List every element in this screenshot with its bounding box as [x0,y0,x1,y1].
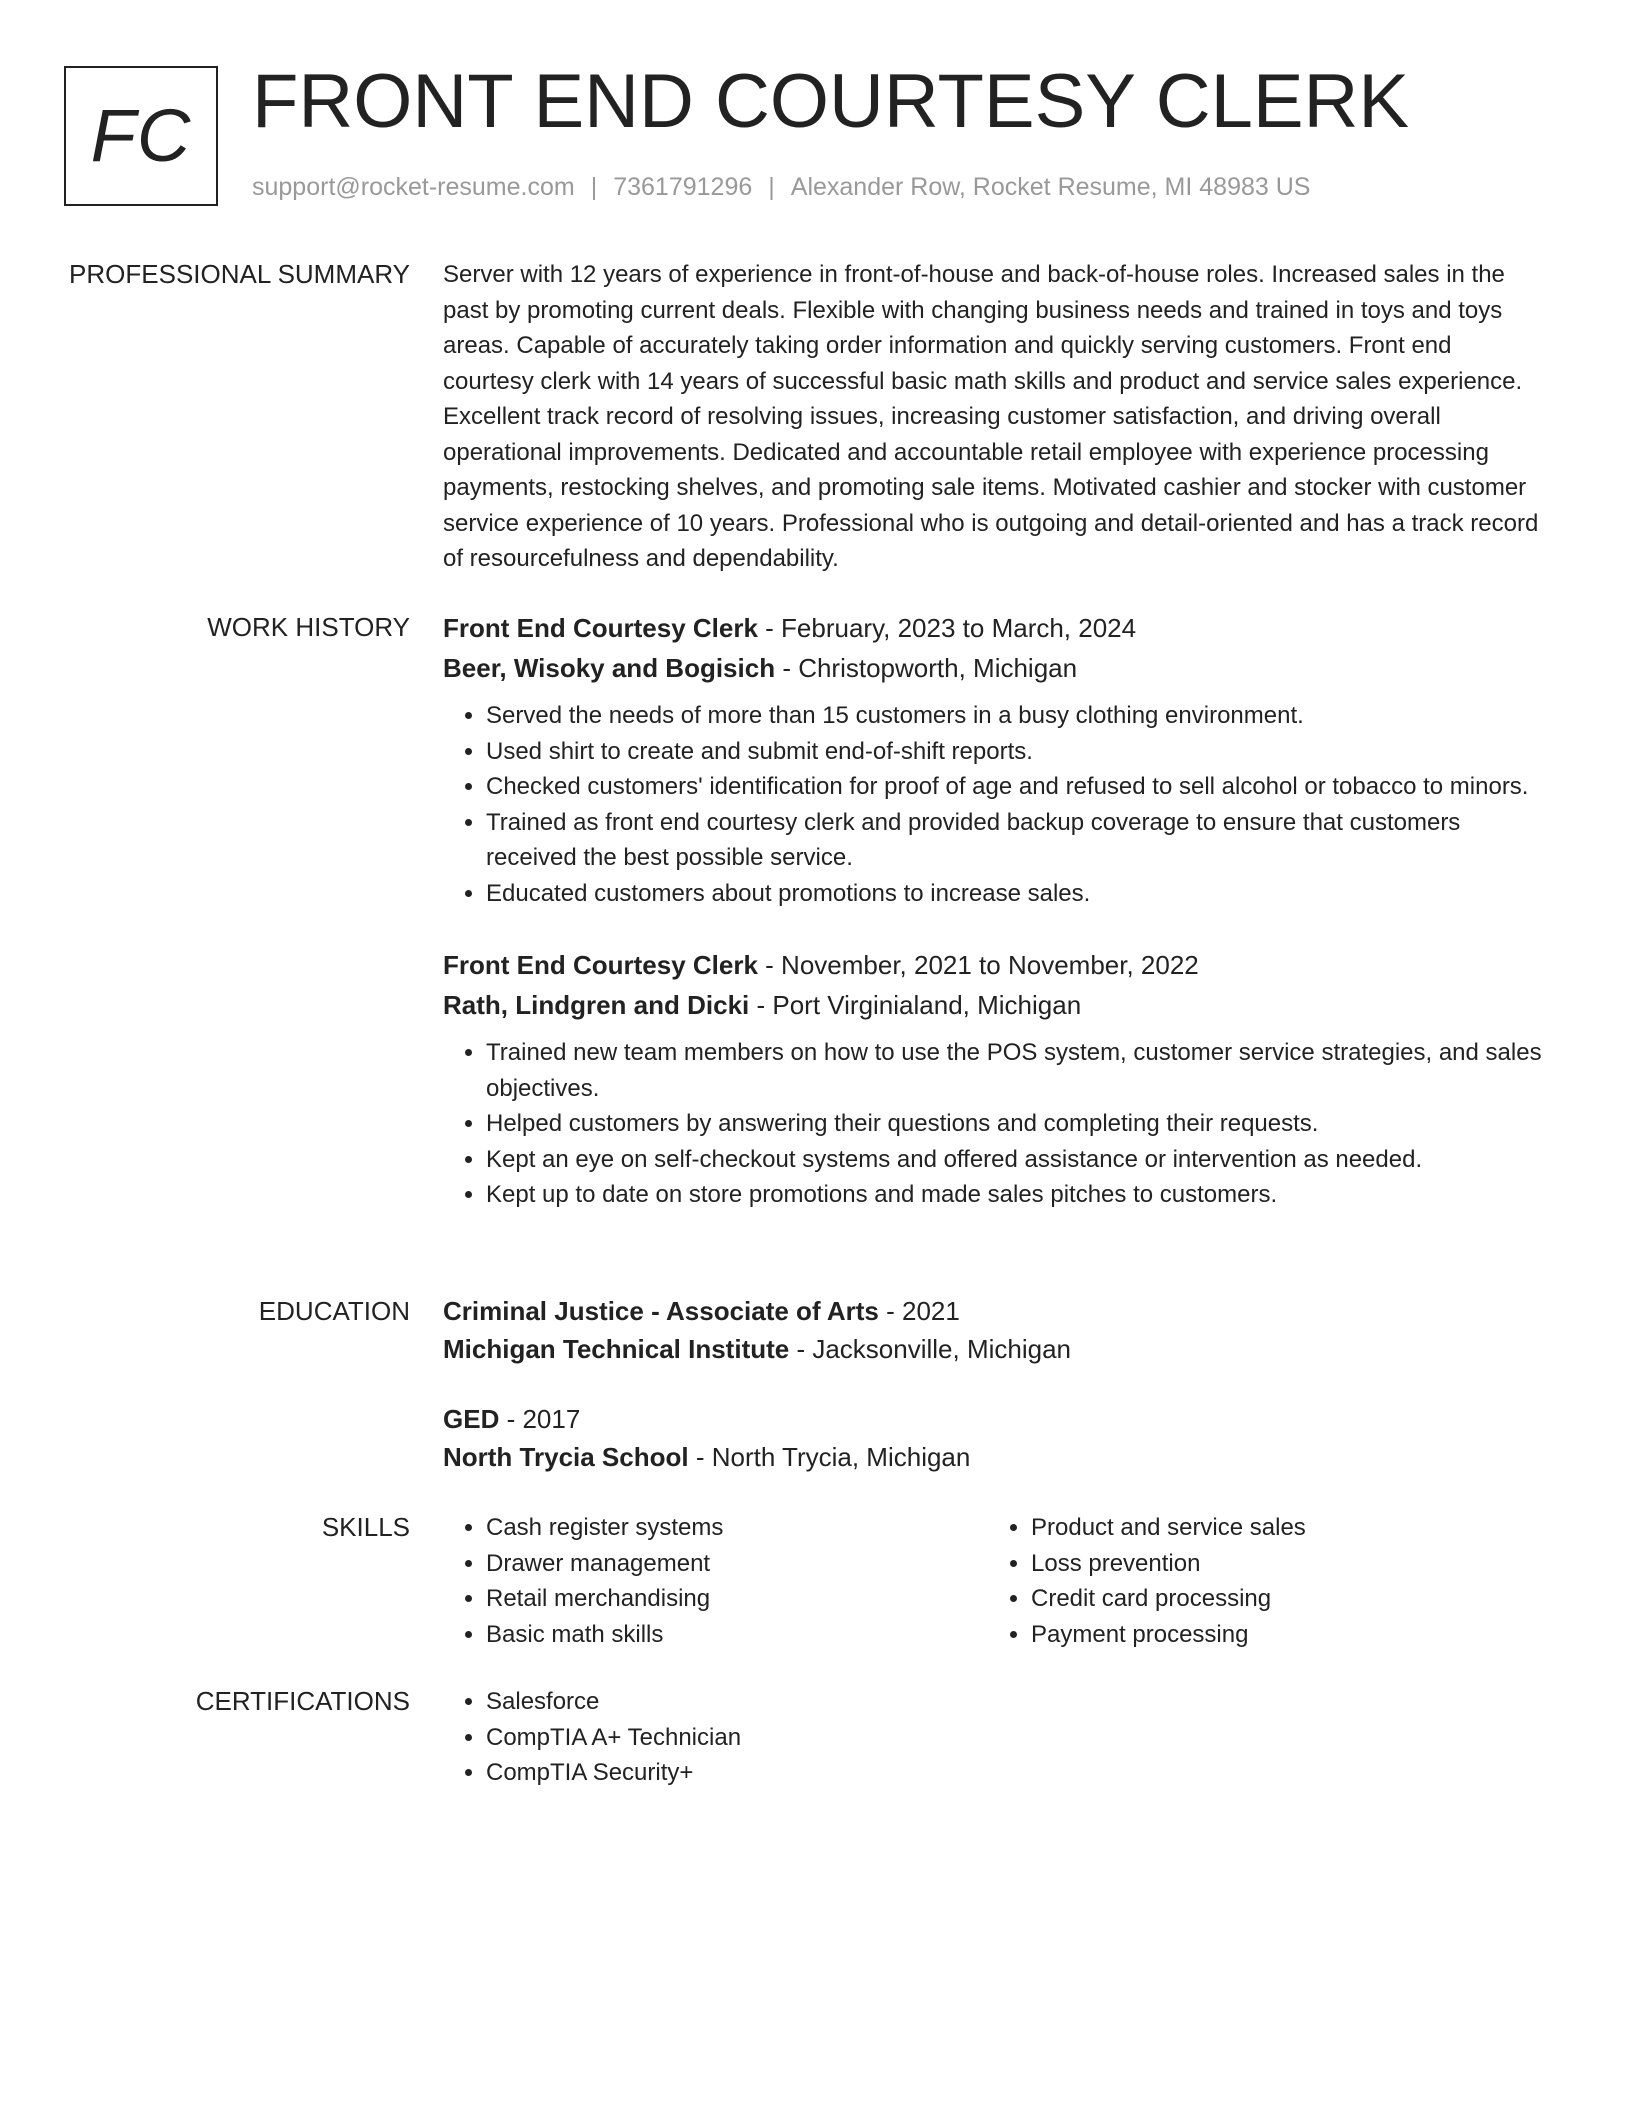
skills-list-right [988,1510,1533,1652]
contact-email: support@rocket-resume.com [252,173,575,201]
contact-address: Alexander Row, Rocket Resume, MI 48983 US [790,173,1311,201]
list-item: • Educated customers about promotions to increase sales. [486,876,1543,912]
certifications-body [443,1684,1543,1791]
list-item: • Used shirt to create and submit end-of-shift reports. [486,734,1543,770]
list-item: • Helped customers by answering their questions and completing their requests. [486,1106,1543,1142]
list-item: • Checked customers' identification for proof of age and refused to sell alcohol or tobacco to minors. [486,769,1543,805]
contact-separator: | [590,173,598,201]
employer-line [443,648,1543,688]
skill-item: • Retail merchandising [486,1581,988,1617]
degree-year: - 2017 [499,1404,581,1434]
certification-item: • Salesforce [486,1684,1543,1720]
degree-line [443,1400,1543,1438]
employer-location: - Christopworth, Michigan [775,653,1078,683]
summary-body [443,259,1543,577]
school-name: Michigan Technical Institute [443,1334,790,1364]
list-item: • Kept an eye on self-checkout systems and offered assistance or intervention as needed. [486,1142,1543,1178]
job-title-line [443,608,1543,648]
summary-text: Server with 12 years of experience in front-of-house and back-of-house roles. Increased sales in the past by promoting current deals. Flexible with changing business needs and trained in toys and toys areas. Capable of accurately taking order information and quickly serving customers. Front end courtesy clerk with 14 years of successful basic math skills and product and service sales experience. Excellent track record of resolving issues, increasing customer satisfaction, and driving overall operational improvements. Dedicated and accountable retail employee with experience processing payments, restocking shelves, and promoting sale items. Motivated cashier and stocker with customer service experience of 10 years. Professional who is outgoing and detail-oriented and has a track record of resourcefulness and dependability. [443,261,1539,572]
education-body [443,1292,1543,1476]
section-heading-certifications: CERTIFICATIONS [195,1686,410,1716]
initials-monogram [64,66,218,206]
school-line [443,1330,1543,1368]
degree-name: GED [443,1404,500,1434]
job-title-line [443,945,1543,985]
education-entry [443,1400,1543,1476]
school-name: North Trycia School [443,1442,689,1472]
certifications-list [443,1684,1543,1791]
section-heading-skills: SKILLS [321,1512,410,1542]
list-item: • Trained as front end courtesy clerk and provided backup coverage to ensure that customers received the best possible service. [486,805,1543,876]
job-entry [443,945,1543,1213]
skill-item: • Loss prevention [1031,1546,1533,1582]
certification-item: • CompTIA Security+ [486,1755,1543,1791]
list-item: • Trained new team members on how to use the POS system, customer service strategies, and sales objectives. [486,1035,1543,1106]
contact-phone: 7361791296 [613,173,753,201]
initials-text: FC [90,94,192,177]
section-heading-education: EDUCATION [258,1296,410,1326]
degree-name: Criminal Justice - Associate of Arts [443,1296,879,1326]
job-title: Front End Courtesy Clerk [443,613,758,643]
job-duties-list [443,1035,1543,1213]
school-location: - Jacksonville, Michigan [789,1334,1072,1364]
school-line [443,1438,1543,1476]
job-duties-list [443,698,1543,911]
education-entry [443,1292,1543,1368]
degree-line [443,1292,1543,1330]
contact-line [252,172,1310,202]
work-history-body [443,608,1543,1213]
employer-line [443,985,1543,1025]
certification-item: • CompTIA A+ Technician [486,1720,1543,1756]
resume-name: FRONT END COURTESY CLERK [252,59,1410,144]
job-dates: - November, 2021 to November, 2022 [757,950,1199,980]
job-entry [443,608,1543,911]
list-item: • Kept up to date on store promotions and made sales pitches to customers. [486,1177,1543,1213]
contact-separator: | [768,173,775,201]
employer-location: - Port Virginialand, Michigan [749,990,1082,1020]
skills-list-left [443,1510,988,1652]
skill-item: • Payment processing [1031,1617,1533,1653]
job-dates: - February, 2023 to March, 2024 [757,613,1137,643]
skill-item: • Basic math skills [486,1617,988,1653]
employer-name: Rath, Lindgren and Dicki [443,990,750,1020]
skill-item: • Drawer management [486,1546,988,1582]
degree-year: - 2021 [878,1296,960,1326]
list-item: • Served the needs of more than 15 customers in a busy clothing environment. [486,698,1543,734]
skill-item: • Product and service sales [1031,1510,1533,1546]
school-location: - North Trycia, Michigan [688,1442,971,1472]
employer-name: Beer, Wisoky and Bogisich [443,653,776,683]
section-heading-work-history: WORK HISTORY [207,612,410,642]
skills-grid [443,1510,1543,1652]
skill-item: • Cash register systems [486,1510,988,1546]
skill-item: • Credit card processing [1031,1581,1533,1617]
section-heading-summary: PROFESSIONAL SUMMARY [69,259,410,289]
job-title: Front End Courtesy Clerk [443,950,758,980]
skills-body [443,1510,1543,1652]
